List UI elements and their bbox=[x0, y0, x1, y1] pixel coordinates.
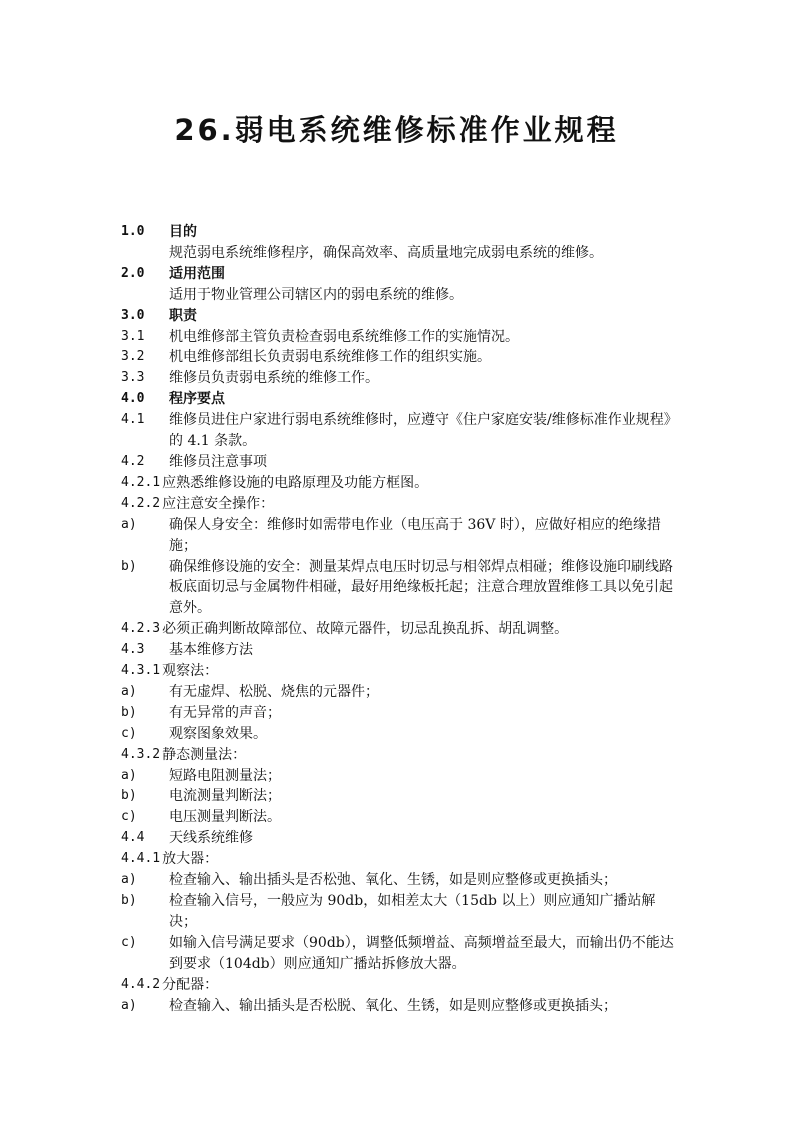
clause-text: 检查输入信号，一般应为 90db，如相差太大（15db 以上）则应通知广播站解决； bbox=[169, 893, 656, 930]
document-body bbox=[121, 222, 681, 1016]
clause-text: 如输入信号满足要求（90db），调整低频增益、高频增益至最大，而输出仍不能达到要求（104db）则应通知广播站拆修放大器。 bbox=[169, 934, 674, 972]
clause-text: 维修员进住户家进行弱电系统维修时，应遵守《住户家庭安装/维修标准作业规程》的 4.1 条款。 bbox=[169, 412, 678, 450]
clause-line bbox=[121, 619, 681, 640]
clause-text: 适用范围 bbox=[169, 265, 225, 282]
clause-text: 职责 bbox=[169, 307, 197, 324]
clause-text: 有无异常的声音； bbox=[169, 704, 281, 721]
clause-text: 电流测量判断法； bbox=[169, 788, 281, 805]
clause-line bbox=[121, 828, 681, 849]
clause-text: 机电维修部组长负责弱电系统维修工作的组织实施。 bbox=[169, 349, 491, 366]
clause-line bbox=[121, 703, 681, 724]
clause-text: 程序要点 bbox=[169, 391, 225, 408]
clause-text: 确保人身安全：维修时如需带电作业（电压高于 36V 时），应做好相应的绝缘措施； bbox=[169, 516, 661, 554]
clause-number: 4.2.3 bbox=[121, 621, 161, 637]
clause-number: a) bbox=[121, 872, 137, 888]
clause-line bbox=[121, 724, 681, 745]
clause-line bbox=[121, 996, 681, 1017]
clause-number: 3.3 bbox=[121, 370, 145, 386]
clause-number: a) bbox=[121, 767, 137, 783]
clause-number: 4.2.2 bbox=[121, 495, 161, 511]
clause-number: 3.1 bbox=[121, 328, 145, 344]
clause-text: 维修员负责弱电系统的维修工作。 bbox=[169, 370, 379, 387]
clause-text: 有无虚焊、松脱、烧焦的元器件； bbox=[169, 683, 379, 700]
clause-line bbox=[121, 452, 681, 473]
clause-number: 4.2.1 bbox=[121, 474, 161, 490]
clause-text: 应熟悉维修设施的电路原理及功能方框图。 bbox=[162, 474, 429, 491]
clause-text: 确保维修设施的安全：测量某焊点电压时切忌与相邻焊点相碰；维修设施印刷线路板底面切忌与金属物件相碰，最好用绝缘板托起；注意合理放置维修工具以免引起意外。 bbox=[169, 558, 673, 617]
clause-text: 电压测量判断法。 bbox=[169, 809, 281, 826]
clause-number: c) bbox=[121, 725, 137, 741]
clause-text: 规范弱电系统维修程序，确保高效率、高质量地完成弱电系统的维修。 bbox=[169, 244, 603, 261]
clause-text: 检查输入、输出插头是否松脱、氧化、生锈，如是则应整修或更换插头； bbox=[169, 997, 617, 1014]
clause-line bbox=[121, 410, 681, 452]
clause-line bbox=[121, 515, 681, 557]
clause-line bbox=[121, 933, 681, 975]
clause-line bbox=[121, 849, 681, 870]
clause-line bbox=[121, 347, 681, 368]
section-heading bbox=[121, 306, 681, 327]
clause-line bbox=[121, 766, 681, 787]
clause-line bbox=[121, 473, 681, 494]
clause-text: 分配器： bbox=[162, 976, 219, 993]
clause-text: 观察法： bbox=[162, 663, 219, 680]
clause-number: b) bbox=[121, 704, 137, 720]
clause-number: 4.4 bbox=[121, 830, 145, 846]
section-heading bbox=[121, 222, 681, 243]
clause-number: 1.0 bbox=[121, 224, 145, 239]
clause-number: a) bbox=[121, 516, 137, 532]
clause-text: 维修员注意事项 bbox=[169, 453, 267, 470]
clause-line bbox=[121, 327, 681, 348]
clause-number: 4.3.1 bbox=[121, 663, 161, 679]
clause-number: b) bbox=[121, 893, 137, 908]
clause-text: 检查输入、输出插头是否松弛、氧化、生锈，如是则应整修或更换插头； bbox=[169, 872, 617, 889]
clause-line bbox=[121, 682, 681, 703]
clause-number: c) bbox=[121, 809, 137, 825]
clause-text: 机电维修部主管负责检查弱电系统维修工作的实施情况。 bbox=[169, 328, 519, 345]
clause-text: 基本维修方法 bbox=[169, 642, 253, 659]
clause-line bbox=[121, 285, 681, 306]
clause-number: c) bbox=[121, 934, 137, 950]
clause-text: 放大器： bbox=[162, 851, 219, 868]
clause-number: 4.0 bbox=[121, 391, 145, 407]
clause-number: 2.0 bbox=[121, 265, 145, 281]
clause-line bbox=[121, 368, 681, 389]
clause-number: 4.3 bbox=[121, 642, 145, 658]
clause-line bbox=[121, 807, 681, 828]
section-heading bbox=[121, 389, 681, 410]
clause-text: 必须正确判断故障部位、故障元器件，切忌乱换乱拆、胡乱调整。 bbox=[162, 621, 569, 638]
clause-number: b) bbox=[121, 788, 137, 804]
clause-number: 4.4.2 bbox=[121, 976, 161, 992]
clause-number: 4.3.2 bbox=[121, 746, 161, 762]
page-title: 26.弱电系统维修标准作业规程 bbox=[174, 113, 619, 147]
clause-text: 天线系统维修 bbox=[169, 830, 253, 847]
clause-text: 观察图象效果。 bbox=[169, 725, 267, 742]
clause-number: a) bbox=[121, 997, 137, 1013]
clause-number: 4.1 bbox=[121, 412, 145, 428]
clause-number: a) bbox=[121, 683, 137, 699]
clause-number: 4.4.1 bbox=[121, 851, 161, 867]
clause-line bbox=[121, 891, 681, 933]
clause-line bbox=[121, 661, 681, 682]
clause-number: 4.2 bbox=[121, 453, 145, 469]
clause-line bbox=[121, 786, 681, 807]
clause-text: 静态测量法： bbox=[162, 746, 247, 763]
clause-number: b) bbox=[121, 558, 137, 574]
clause-line bbox=[121, 745, 681, 766]
clause-line bbox=[121, 640, 681, 661]
clause-number: 3.2 bbox=[121, 349, 145, 365]
clause-line bbox=[121, 557, 681, 620]
clause-text: 应注意安全操作： bbox=[162, 495, 275, 512]
section-heading bbox=[121, 264, 681, 285]
clause-line bbox=[121, 494, 681, 515]
clause-text: 目的 bbox=[169, 224, 197, 240]
clause-number: 3.0 bbox=[121, 307, 145, 323]
clause-line bbox=[121, 243, 681, 264]
clause-line bbox=[121, 975, 681, 996]
clause-text: 短路电阻测量法； bbox=[169, 767, 281, 784]
clause-line bbox=[121, 870, 681, 891]
clause-text: 适用于物业管理公司辖区内的弱电系统的维修。 bbox=[169, 286, 463, 303]
